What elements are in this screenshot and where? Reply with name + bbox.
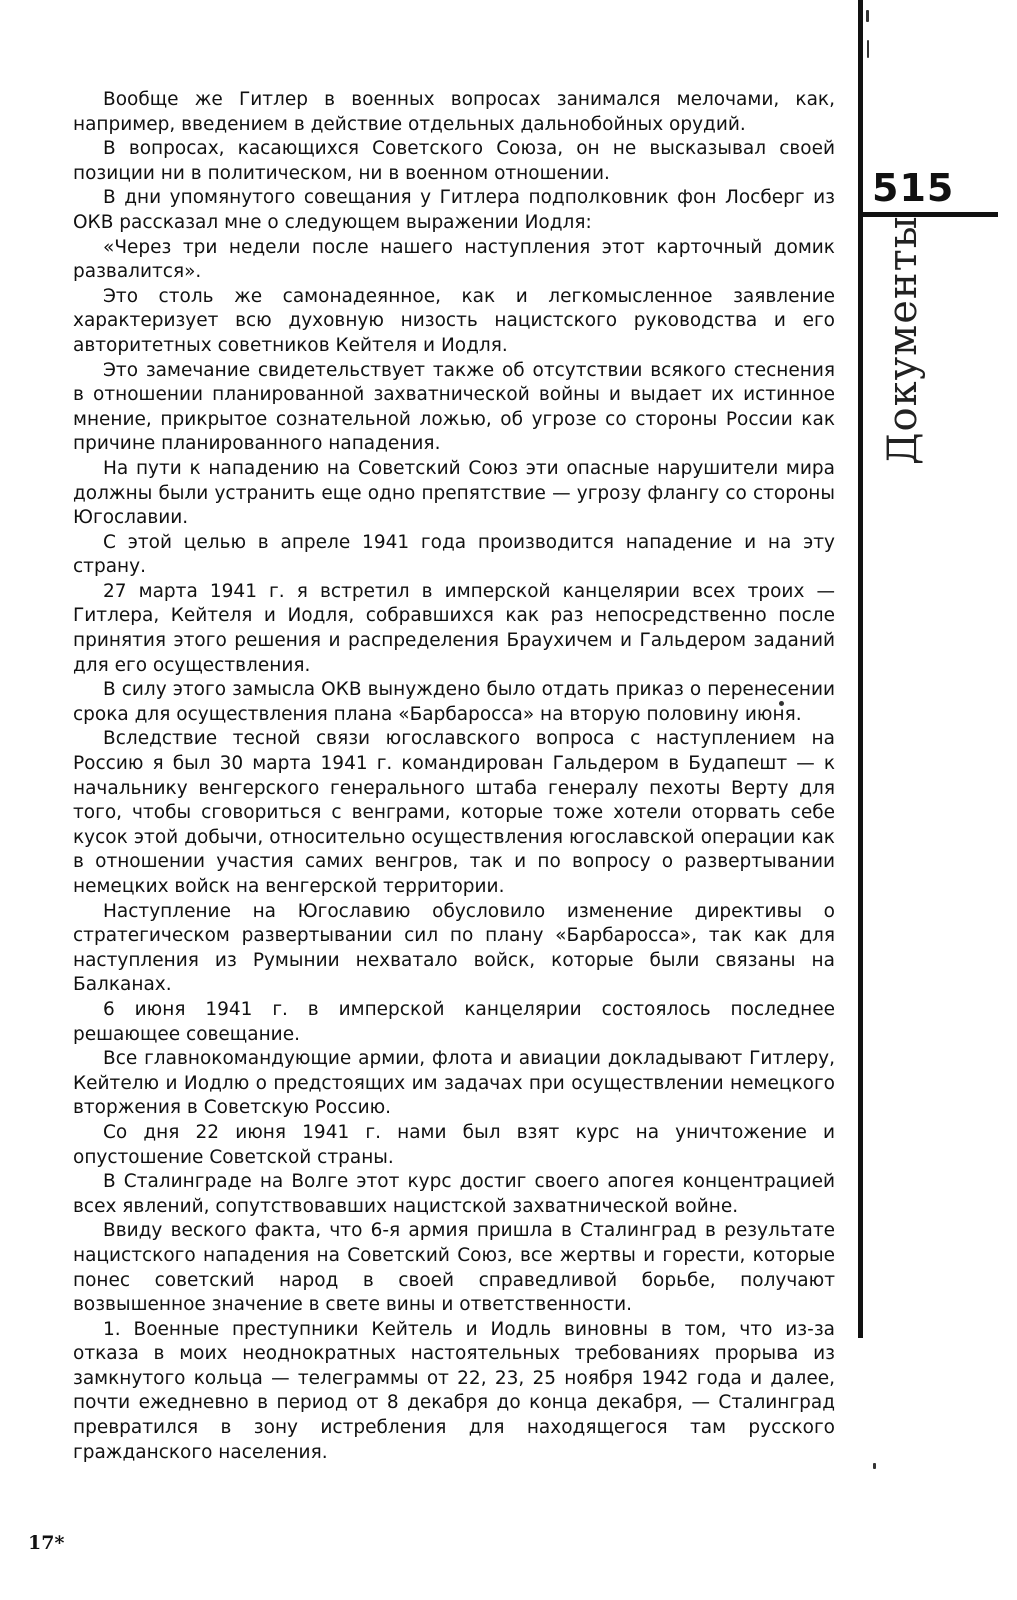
paragraph: 27 марта 1941 г. я встретил в имперской канцелярии всех троих — Гитлера, Кейтеля и Иодля, собравшихся как раз непосредственно после принятия этого решения и распределения Браухичем и Гальдером заданий для его осуществления. [73,580,835,676]
paragraph: Со дня 22 июня 1941 г. нами был взят курс на уничтожение и опустошение Советской страны. [73,1121,835,1168]
paragraph: В силу этого замысла ОКВ вынуждено было отдать приказ о перенесении срока для осуществления плана «Барбаросса» на вторую половину июня. [73,679,835,725]
paragraph: В Сталинграде на Волге этот курс достиг своего апогея концентрацией всех явлений, сопутствовавших нацистской захватнической войне. [73,1171,835,1217]
section-label: Документы [880,215,926,465]
paragraph: На пути к нападению на Советский Союз эти опасные нарушители мира должны были устранить еще одно препятствие — угрозу флангу со стороны Югославии. [73,457,835,529]
signature-mark: 17* [28,1532,65,1554]
margin-vertical-rule [858,0,863,1338]
paragraph: Наступление на Югославию обусловило изменение директивы о стратегическом развертывании сил по плану «Барбаросса», так как для наступления из Румынии нехватало войск, которые были связаны на Балканах. [73,900,835,996]
paragraph: 1. Военные преступники Кейтель и Иодль виновны в том, что из-за отказа в моих неоднократных настоятельных требованиях прорыва из замкнутого кольца — телеграммы от 22, 23, 25 ноября 1942 года и далее, почти ежедневно в период от 8 декабря до конца декабря, — Сталинград превратился в зону истребления для находящегося там русского гражданского населения. [73,1318,835,1463]
print-speck [873,1463,876,1469]
paragraph: Все главнокомандующие армии, флота и авиации докладывают Гитлеру, Кейтелю и Иодлю о предстоящих им задачах при осуществлении немецкого вторжения в Советскую Россию. [73,1048,835,1119]
body-text [73,88,835,1465]
paragraph: Это столь же самонадеянное, как и легкомысленное заявление характеризует всю духовную низость нацистского руководства и его авторитетных советников Кейтеля и Иодля. [73,285,835,356]
paragraph: Вследствие тесной связи югославского вопроса с наступлением на Россию я был 30 марта 1941 г. командирован Гальдером в Будапешт — к начальнику венгерского генерального штаба генералу пехоты Верту для того, чтобы сговориться с венграми, которые тоже хотели оторвать себе кусок этой добычи, относительно осуществления югославской операции как в отношении участия самих венгров, так и по вопросу о развертывании немецких войск на венгерской территории. [73,728,835,897]
paragraph: 6 июня 1941 г. в имперской канцелярии состоялось последнее решающее совещание. [73,998,835,1045]
paragraph: В вопросах, касающихся Советского Союза, он не высказывал своей позиции ни в политическом, ни в военном отношении. [73,138,835,184]
paragraph: В дни упомянутого совещания у Гитлера подполковник фон Лосберг из ОКВ рассказал мне о следующем выражении Иодля: [73,187,835,233]
print-speck [867,40,869,58]
paragraph: «Через три недели после нашего наступления этот карточный домик развалится». [73,236,835,283]
print-speck [866,10,869,22]
paragraph: С этой целью в апреле 1941 года производится нападение и на эту страну. [73,531,835,578]
paragraph: Вообще же Гитлер в военных вопросах занимался мелочами, как, например, введением в действие отдельных дальнобойных орудий. [73,89,835,135]
page-number: 515 [872,166,955,210]
paragraph: Это замечание свидетельствует также об отсутствии всякого стеснения в отношении планированной захватнической войны и выдает их истинное мнение, прикрытое сознательной ложью, об угрозе со стороны России как причине планированного нападения. [73,359,835,455]
paragraph: Ввиду веского факта, что 6-я армия пришла в Сталинград в результате нацистского нападения на Советский Союз, все жертвы и горести, которые понес советский народ в своей справедливой борьбе, получают возвышенное значение в свете вины и ответственности. [73,1220,835,1316]
